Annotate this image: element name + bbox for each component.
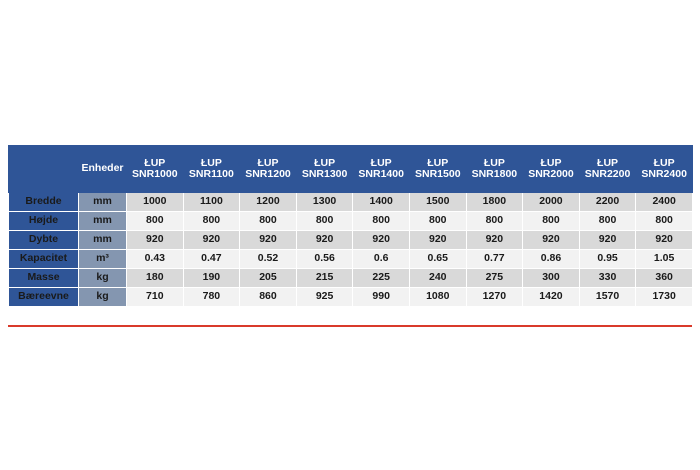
table-cell: 920	[636, 231, 693, 250]
table-cell: 710	[127, 288, 184, 307]
table-cell: 1570	[579, 288, 636, 307]
header-model-cell-1	[127, 146, 184, 193]
table-cell: 1400	[353, 193, 410, 212]
table-cell: 920	[579, 231, 636, 250]
row-unit: mm	[79, 231, 127, 250]
header-model-cell-8	[523, 146, 580, 193]
table-cell: 990	[353, 288, 410, 307]
header-model-cell-4	[296, 146, 353, 193]
model-prefix: ŁUP	[483, 156, 505, 169]
model-code: SNR1200	[245, 168, 291, 180]
model-prefix: ŁUP	[200, 156, 222, 169]
model-code: SNR2400	[641, 168, 687, 180]
specification-table	[8, 145, 693, 307]
table-cell: 225	[353, 269, 410, 288]
table-cell: 1300	[296, 193, 353, 212]
model-prefix: ŁUP	[370, 156, 392, 169]
model-prefix: ŁUP	[257, 156, 279, 169]
table-cell: 2000	[523, 193, 580, 212]
table-cell: 275	[466, 269, 523, 288]
table-cell: 800	[240, 212, 297, 231]
model-code: SNR1100	[188, 168, 234, 180]
table-cell: 920	[353, 231, 410, 250]
table-row	[9, 288, 693, 307]
table-cell: 360	[636, 269, 693, 288]
table-cell: 1800	[466, 193, 523, 212]
row-unit: mm	[79, 193, 127, 212]
table-cell: 800	[409, 212, 466, 231]
table-cell: 2200	[579, 193, 636, 212]
row-label: Bredde	[9, 193, 79, 212]
table-cell: 215	[296, 269, 353, 288]
row-unit: kg	[79, 288, 127, 307]
model-code: SNR1300	[301, 168, 348, 180]
table-cell: 0.77	[466, 250, 523, 269]
table-cell: 1730	[636, 288, 693, 307]
model-code: SNR1400	[358, 168, 404, 180]
table-header-row	[9, 146, 693, 193]
model-prefix: ŁUP	[144, 156, 166, 169]
table-cell: 1270	[466, 288, 523, 307]
header-model-cell-6	[409, 146, 466, 193]
model-code: SNR1500	[415, 168, 461, 180]
table-cell: 920	[240, 231, 297, 250]
table-cell: 240	[409, 269, 466, 288]
table-cell: 800	[127, 212, 184, 231]
table-cell: 800	[353, 212, 410, 231]
header-model-cell-3	[240, 146, 297, 193]
table-cell: 0.43	[127, 250, 184, 269]
header-model-cell-5	[353, 146, 410, 193]
specification-table-container	[8, 145, 692, 307]
model-code: SNR1000	[132, 168, 178, 180]
header-model-cell-9	[579, 146, 636, 193]
row-label: Højde	[9, 212, 79, 231]
model-prefix: ŁUP	[597, 156, 619, 169]
table-row	[9, 269, 693, 288]
table-cell: 800	[183, 212, 240, 231]
model-prefix: ŁUP	[540, 156, 562, 169]
table-cell: 800	[636, 212, 693, 231]
model-code: SNR1800	[471, 168, 518, 180]
table-cell: 800	[296, 212, 353, 231]
model-prefix: ŁUP	[314, 156, 336, 169]
table-cell: 1100	[183, 193, 240, 212]
table-cell: 1000	[127, 193, 184, 212]
table-cell: 2400	[636, 193, 693, 212]
table-cell: 330	[579, 269, 636, 288]
row-unit: mm	[79, 212, 127, 231]
table-cell: 800	[579, 212, 636, 231]
row-label: Kapacitet	[9, 250, 79, 269]
table-row	[9, 193, 693, 212]
table-cell: 920	[409, 231, 466, 250]
row-label: Bæreevne	[9, 288, 79, 307]
table-cell: 1500	[409, 193, 466, 212]
model-prefix: ŁUP	[427, 156, 449, 169]
table-row	[9, 231, 693, 250]
table-cell: 920	[296, 231, 353, 250]
table-cell: 800	[523, 212, 580, 231]
header-corner-cell	[9, 146, 79, 193]
table-cell: 0.95	[579, 250, 636, 269]
table-cell: 0.86	[523, 250, 580, 269]
accent-divider	[8, 325, 692, 327]
table-cell: 920	[523, 231, 580, 250]
table-cell: 920	[183, 231, 240, 250]
table-cell: 1.05	[636, 250, 693, 269]
model-code: SNR2000	[528, 168, 574, 180]
table-cell: 1200	[240, 193, 297, 212]
table-cell: 190	[183, 269, 240, 288]
model-code: SNR2200	[584, 168, 631, 180]
table-cell: 0.65	[409, 250, 466, 269]
table-row	[9, 212, 693, 231]
table-cell: 300	[523, 269, 580, 288]
table-cell: 0.52	[240, 250, 297, 269]
table-cell: 780	[183, 288, 240, 307]
row-label: Dybte	[9, 231, 79, 250]
table-cell: 0.47	[183, 250, 240, 269]
table-body	[9, 146, 693, 307]
table-cell: 800	[466, 212, 523, 231]
table-cell: 1420	[523, 288, 580, 307]
table-cell: 180	[127, 269, 184, 288]
header-model-cell-10	[636, 146, 693, 193]
table-row	[9, 250, 693, 269]
table-cell: 920	[127, 231, 184, 250]
header-model-cell-2	[183, 146, 240, 193]
table-cell: 860	[240, 288, 297, 307]
header-model-cell-7	[466, 146, 523, 193]
table-cell: 0.56	[296, 250, 353, 269]
table-cell: 205	[240, 269, 297, 288]
header-units-cell: Enheder	[79, 146, 127, 193]
model-prefix: ŁUP	[653, 156, 675, 169]
row-unit: m³	[79, 250, 127, 269]
table-cell: 925	[296, 288, 353, 307]
table-cell: 920	[466, 231, 523, 250]
row-unit: kg	[79, 269, 127, 288]
row-label: Masse	[9, 269, 79, 288]
table-cell: 1080	[409, 288, 466, 307]
table-cell: 0.6	[353, 250, 410, 269]
